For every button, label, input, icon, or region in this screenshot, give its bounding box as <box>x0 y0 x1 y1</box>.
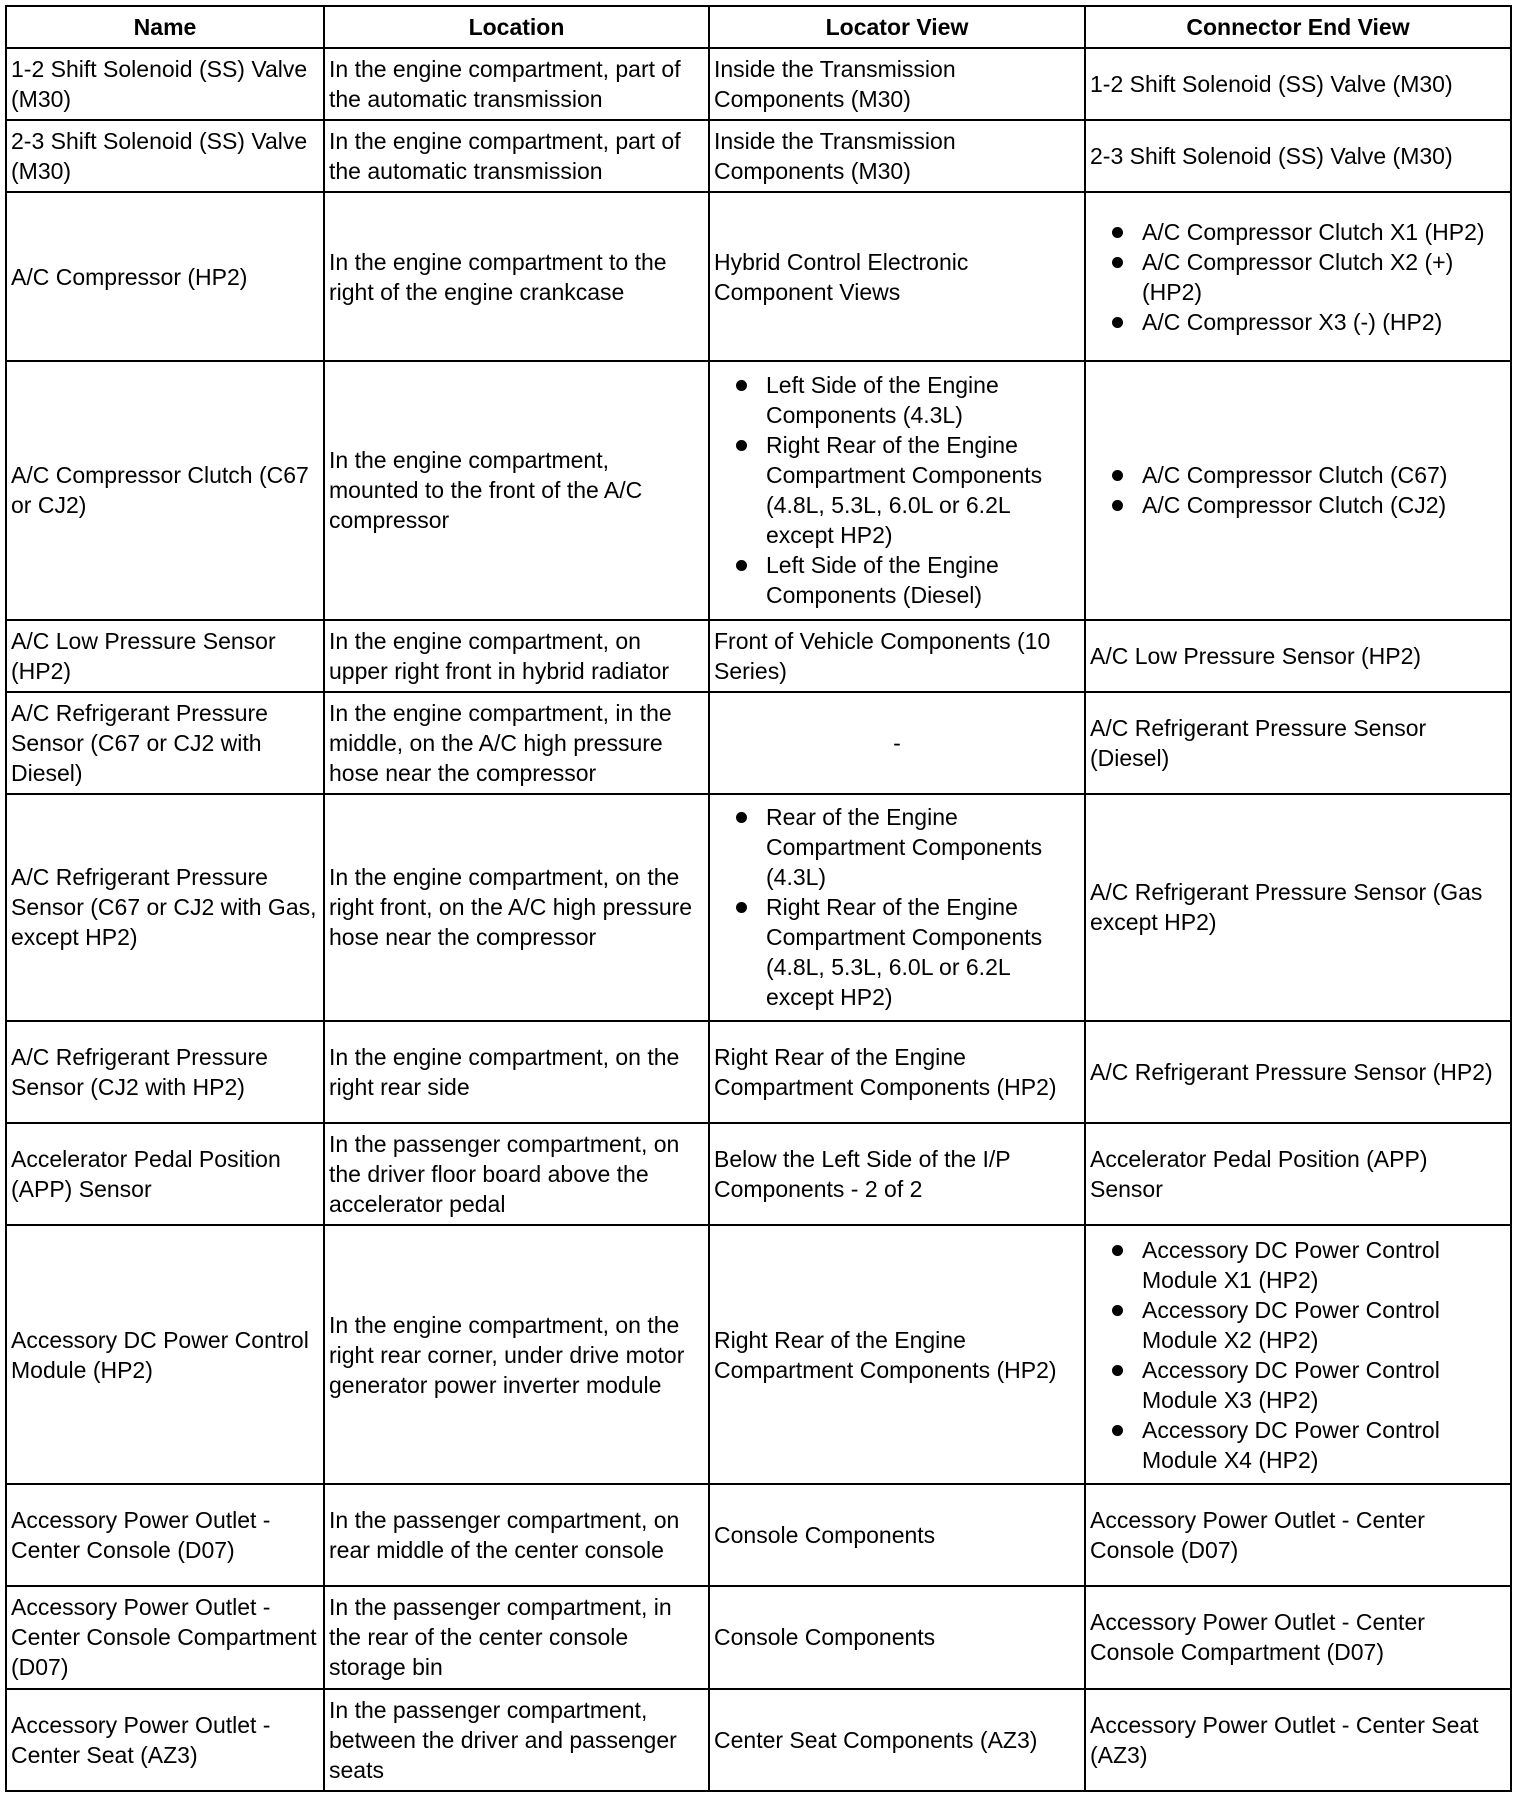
cell-location: In the engine compartment, on upper right front in hybrid radiator <box>324 620 709 692</box>
cell-name: A/C Refrigerant Pressure Sensor (C67 or CJ2 with Gas, except HP2) <box>6 794 324 1021</box>
cell-location: In the engine compartment, part of the automatic transmission <box>324 120 709 192</box>
cell-locator-view: Below the Left Side of the I/P Components - 2 of 2 <box>709 1123 1085 1225</box>
cell-connector-end-view <box>1085 1225 1511 1484</box>
header-locator-view: Locator View <box>709 6 1085 48</box>
cell-locator-view <box>709 361 1085 620</box>
cell-name: A/C Compressor (HP2) <box>6 192 324 360</box>
cell-location: In the engine compartment, part of the automatic transmission <box>324 48 709 120</box>
cell-connector-end-view: 1-2 Shift Solenoid (SS) Valve (M30) <box>1085 48 1511 120</box>
table-row <box>6 692 1511 794</box>
table-row <box>6 1225 1511 1484</box>
list-item: Right Rear of the Engine Compartment Components (4.8L, 5.3L, 6.0L or 6.2L except HP2) <box>766 430 1080 550</box>
cell-connector-end-view-list <box>1090 217 1506 337</box>
list-item: Accessory DC Power Control Module X4 (HP2) <box>1142 1415 1506 1475</box>
list-item: Left Side of the Engine Components (Diesel) <box>766 550 1080 610</box>
cell-name: Accessory Power Outlet - Center Console Compartment (D07) <box>6 1586 324 1688</box>
cell-connector-end-view <box>1085 192 1511 360</box>
cell-connector-end-view: Accessory Power Outlet - Center Seat (AZ3) <box>1085 1689 1511 1791</box>
cell-locator-view: Console Components <box>709 1586 1085 1688</box>
cell-name: Accelerator Pedal Position (APP) Sensor <box>6 1123 324 1225</box>
header-location: Location <box>324 6 709 48</box>
cell-name: 1-2 Shift Solenoid (SS) Valve (M30) <box>6 48 324 120</box>
table-row <box>6 1484 1511 1586</box>
table-row <box>6 120 1511 192</box>
cell-name: Accessory Power Outlet - Center Console (D07) <box>6 1484 324 1586</box>
table-row <box>6 192 1511 360</box>
cell-connector-end-view: A/C Low Pressure Sensor (HP2) <box>1085 620 1511 692</box>
table-row <box>6 794 1511 1021</box>
cell-connector-end-view <box>1085 361 1511 620</box>
header-name: Name <box>6 6 324 48</box>
cell-locator-view-list <box>714 802 1080 1012</box>
header-row <box>6 6 1511 48</box>
cell-connector-end-view-list <box>1090 1235 1506 1475</box>
list-item: Accessory DC Power Control Module X1 (HP2) <box>1142 1235 1506 1295</box>
table-row <box>6 1123 1511 1225</box>
cell-location: In the passenger compartment, between the driver and passenger seats <box>324 1689 709 1791</box>
cell-locator-view: Hybrid Control Electronic Component Views <box>709 192 1085 360</box>
cell-location: In the engine compartment, on the right rear corner, under drive motor generator power inverter module <box>324 1225 709 1484</box>
cell-connector-end-view: Accessory Power Outlet - Center Console (D07) <box>1085 1484 1511 1586</box>
list-item: Left Side of the Engine Components (4.3L) <box>766 370 1080 430</box>
cell-locator-view: Right Rear of the Engine Compartment Components (HP2) <box>709 1225 1085 1484</box>
cell-name: A/C Compressor Clutch (C67 or CJ2) <box>6 361 324 620</box>
cell-name: Accessory Power Outlet - Center Seat (AZ3) <box>6 1689 324 1791</box>
cell-connector-end-view: Accessory Power Outlet - Center Console Compartment (D07) <box>1085 1586 1511 1688</box>
list-item: Right Rear of the Engine Compartment Components (4.8L, 5.3L, 6.0L or 6.2L except HP2) <box>766 892 1080 1012</box>
cell-location: In the engine compartment, in the middle, on the A/C high pressure hose near the compressor <box>324 692 709 794</box>
cell-locator-view: Center Seat Components (AZ3) <box>709 1689 1085 1791</box>
cell-name: 2-3 Shift Solenoid (SS) Valve (M30) <box>6 120 324 192</box>
cell-connector-end-view: A/C Refrigerant Pressure Sensor (Diesel) <box>1085 692 1511 794</box>
table-body <box>6 48 1511 1791</box>
table-row <box>6 48 1511 120</box>
cell-location: In the engine compartment, on the right rear side <box>324 1021 709 1123</box>
table-row <box>6 1021 1511 1123</box>
cell-name: A/C Low Pressure Sensor (HP2) <box>6 620 324 692</box>
list-item: A/C Compressor X3 (-) (HP2) <box>1142 307 1506 337</box>
cell-location: In the passenger compartment, in the rear of the center console storage bin <box>324 1586 709 1688</box>
cell-connector-end-view: Accelerator Pedal Position (APP) Sensor <box>1085 1123 1511 1225</box>
cell-connector-end-view: A/C Refrigerant Pressure Sensor (Gas except HP2) <box>1085 794 1511 1021</box>
cell-locator-view: Console Components <box>709 1484 1085 1586</box>
cell-locator-view: Inside the Transmission Components (M30) <box>709 120 1085 192</box>
cell-connector-end-view: 2-3 Shift Solenoid (SS) Valve (M30) <box>1085 120 1511 192</box>
table-row <box>6 1586 1511 1688</box>
header-connector-end-view: Connector End View <box>1085 6 1511 48</box>
cell-name: Accessory DC Power Control Module (HP2) <box>6 1225 324 1484</box>
list-item: Accessory DC Power Control Module X2 (HP2) <box>1142 1295 1506 1355</box>
cell-location: In the engine compartment to the right of the engine crankcase <box>324 192 709 360</box>
list-item: A/C Compressor Clutch X1 (HP2) <box>1142 217 1506 247</box>
list-item: Accessory DC Power Control Module X3 (HP2) <box>1142 1355 1506 1415</box>
cell-name: A/C Refrigerant Pressure Sensor (C67 or CJ2 with Diesel) <box>6 692 324 794</box>
cell-locator-view <box>709 794 1085 1021</box>
component-locator-table <box>5 5 1512 1792</box>
list-item: A/C Compressor Clutch (CJ2) <box>1142 490 1506 520</box>
cell-locator-view: - <box>709 692 1085 794</box>
cell-locator-view: Right Rear of the Engine Compartment Components (HP2) <box>709 1021 1085 1123</box>
cell-location: In the passenger compartment, on the driver floor board above the accelerator pedal <box>324 1123 709 1225</box>
list-item: A/C Compressor Clutch X2 (+) (HP2) <box>1142 247 1506 307</box>
cell-location: In the engine compartment, mounted to the front of the A/C compressor <box>324 361 709 620</box>
table-row <box>6 620 1511 692</box>
cell-locator-view-list <box>714 370 1080 610</box>
table-row <box>6 1689 1511 1791</box>
cell-name: A/C Refrigerant Pressure Sensor (CJ2 with HP2) <box>6 1021 324 1123</box>
cell-locator-view: Front of Vehicle Components (10 Series) <box>709 620 1085 692</box>
table-row <box>6 361 1511 620</box>
list-item: A/C Compressor Clutch (C67) <box>1142 460 1506 490</box>
cell-location: In the passenger compartment, on rear middle of the center console <box>324 1484 709 1586</box>
cell-connector-end-view-list <box>1090 460 1506 520</box>
cell-locator-view: Inside the Transmission Components (M30) <box>709 48 1085 120</box>
cell-connector-end-view: A/C Refrigerant Pressure Sensor (HP2) <box>1085 1021 1511 1123</box>
list-item: Rear of the Engine Compartment Components (4.3L) <box>766 802 1080 892</box>
cell-location: In the engine compartment, on the right front, on the A/C high pressure hose near the compressor <box>324 794 709 1021</box>
